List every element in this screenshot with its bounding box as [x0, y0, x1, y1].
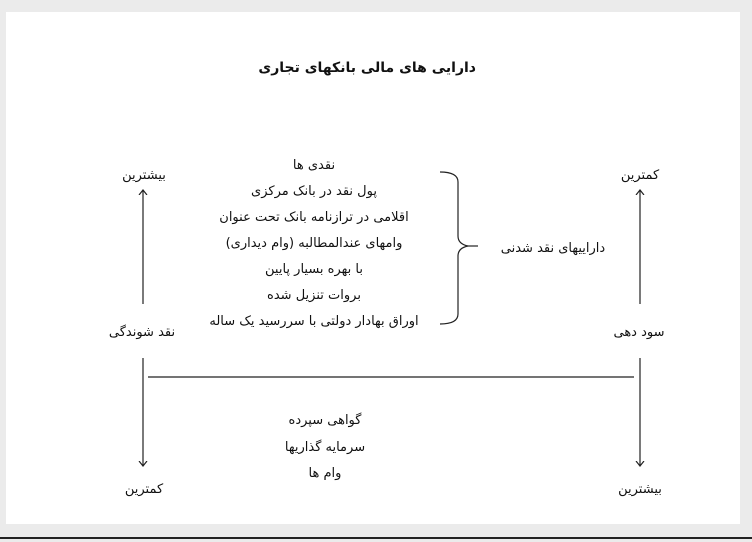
list-item: سرمایه گذاریها: [284, 440, 366, 455]
list-item: نقدی ها: [292, 158, 336, 173]
list-item: اقلامی در ترازنامه بانک تحت عنوان: [219, 210, 409, 225]
page-bottom-border: [0, 537, 752, 539]
group-label: داراییهای نقد شدنی: [500, 241, 606, 256]
list-item: با بهره بسیار پایین: [265, 262, 363, 277]
list-item: وامهای عندالمطالبه (وام دیداری): [225, 236, 403, 251]
right-axis-top-label: کمترین: [620, 168, 660, 183]
curly-brace: [440, 172, 468, 324]
right-axis-middle-label: سود دهی: [613, 325, 665, 340]
list-item: پول نقد در بانک مرکزی: [251, 184, 377, 199]
list-item: وام ها: [308, 466, 342, 481]
list-item: بروات تنزیل شده: [267, 288, 361, 303]
left-axis-bottom-label: کمترین: [124, 482, 164, 497]
left-axis-top-label: بیشترین: [122, 168, 166, 183]
right-axis-bottom-label: بیشترین: [618, 482, 662, 497]
diagram-title: دارایی های مالی بانکهای تجاری: [258, 60, 476, 76]
list-item: اوراق بهادار دولتی با سررسید یک ساله: [209, 314, 419, 329]
list-item: گواهی سپرده: [288, 413, 362, 428]
left-axis-middle-label: نقد شوندگی: [108, 325, 176, 340]
